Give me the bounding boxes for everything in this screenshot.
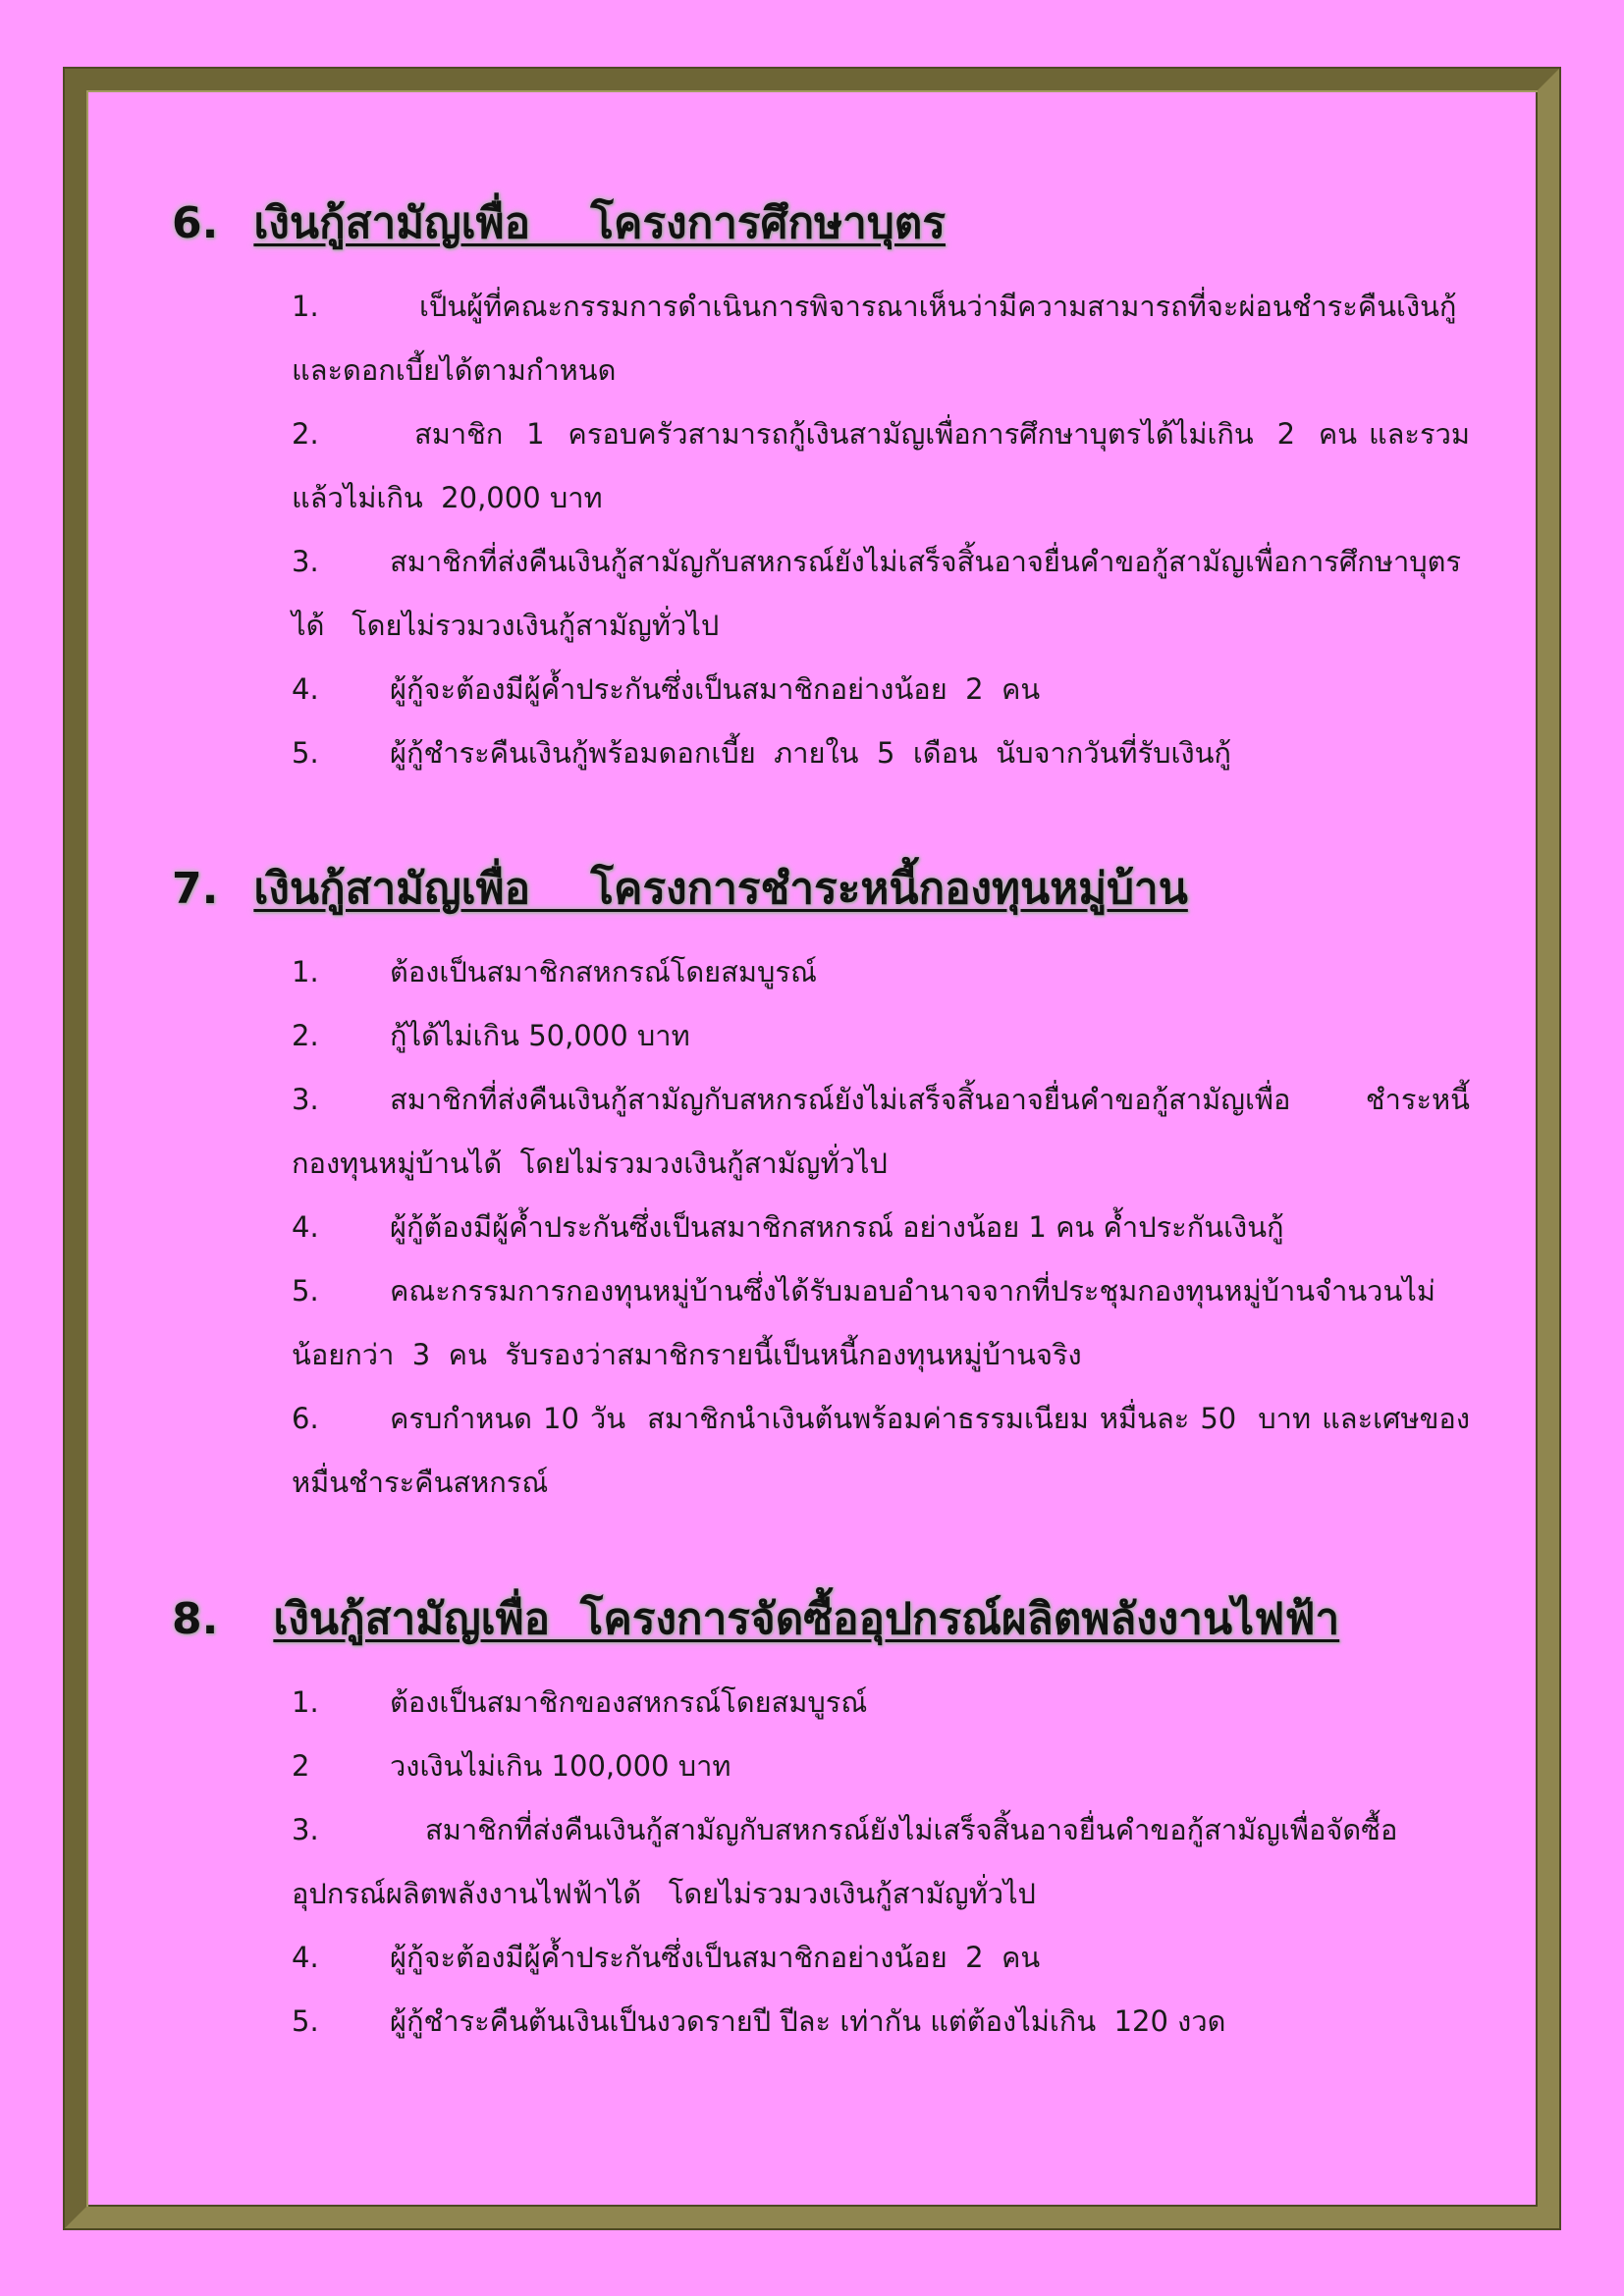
section-6-list	[292, 275, 1470, 785]
list-item: 4. ผู้กู้ต้องมีผู้ค้ำประกันซึ่งเป็นสมาชิกสหกรณ์ อย่างน้อย 1 คน ค้ำประกันเงินกู้	[292, 1210, 1284, 1244]
section-8-list	[292, 1671, 1470, 2054]
list-item: 5. คณะกรรมการกองทุนหมู่บ้านซึ่งได้รับมอบอำนาจจากที่ประชุมกองทุนหมู่บ้านจำนวนไม่น้อยกว่า 3 คน รับรองว่าสมาชิกรายนี้เป็นหนี้กองทุนหมู่บ้านจริง	[292, 1274, 1435, 1371]
list-item: 2. กู้ได้ไม่เกิน 50,000 บาท	[292, 1019, 690, 1052]
list-item: 4. ผู้กู้จะต้องมีผู้ค้ำประกันซึ่งเป็นสมาชิกอย่างน้อย 2 คน	[292, 672, 1041, 706]
section-6-heading	[172, 194, 946, 253]
section-8-title: เงินกู้สามัญเพื่อ โครงการจัดซื้ออุปกรณ์ผลิตพลังงานไฟฟ้า	[273, 1594, 1340, 1644]
section-7-heading	[172, 860, 1188, 919]
list-item: 1. ต้องเป็นสมาชิกของสหกรณ์โดยสมบูรณ์	[292, 1685, 868, 1719]
list-item: 2 วงเงินไม่เกิน 100,000 บาท	[292, 1749, 731, 1783]
list-item: 4. ผู้กู้จะต้องมีผู้ค้ำประกันซึ่งเป็นสมาชิกอย่างน้อย 2 คน	[292, 1941, 1041, 1974]
section-8-heading	[172, 1590, 1339, 1649]
section-8-number: 8.	[172, 1594, 219, 1644]
section-7-number: 7.	[172, 864, 219, 914]
list-item: 3. สมาชิกที่ส่งคืนเงินกู้สามัญกับสหกรณ์ยังไม่เสร็จสิ้นอาจยื่นคำขอกู้สามัญเพื่อ ชำระหนี้ กองทุนหมู่บ้านได้ โดยไม่รวมวงเงินกู้สามัญทั่วไป	[292, 1083, 1480, 1180]
section-6-title: เงินกู้สามัญเพื่อ โครงการศึกษาบุตร	[253, 198, 946, 248]
list-item: 6. ครบกำหนด 10 วัน สมาชิกนำเงินต้นพร้อมค่าธรรมเนียม หมื่นละ 50 บาท และเศษของหมื่นชำระคืนสหกรณ์	[292, 1402, 1470, 1499]
list-item: 2. สมาชิก 1 ครอบครัวสามารถกู้เงินสามัญเพื่อการศึกษาบุตรได้ไม่เกิน 2 คน และรวมแล้วไม่เกิน 20,000 บาท	[292, 417, 1470, 514]
list-item: 1. เป็นผู้ที่คณะกรรมการดำเนินการพิจารณาเห็นว่ามีความสามารถที่จะผ่อนชำระคืนเงินกู้และดอกเบี้ยได้ตามกำหนด	[292, 290, 1457, 387]
list-item: 3. สมาชิกที่ส่งคืนเงินกู้สามัญกับสหกรณ์ยังไม่เสร็จสิ้นอาจยื่นคำขอกู้สามัญเพื่อการศึกษาบุตรได้ โดยไม่รวมวงเงินกู้สามัญทั่วไป	[292, 545, 1462, 642]
list-item: 5. ผู้กู้ชำระคืนต้นเงินเป็นงวดรายปี ปีละ เท่ากัน แต่ต้องไม่เกิน 120 งวด	[292, 2004, 1226, 2038]
section-7-title: เงินกู้สามัญเพื่อ โครงการชำระหนี้กองทุนหมู่บ้าน	[253, 864, 1188, 914]
section-7-list	[292, 940, 1480, 1515]
section-6-number: 6.	[172, 198, 219, 248]
list-item: 1. ต้องเป็นสมาชิกสหกรณ์โดยสมบูรณ์	[292, 955, 817, 988]
list-item: 3. สมาชิกที่ส่งคืนเงินกู้สามัญกับสหกรณ์ยังไม่เสร็จสิ้นอาจยื่นคำขอกู้สามัญเพื่อจัดซื้ออุปกรณ์ผลิตพลังงานไฟฟ้าได้ โดยไม่รวมวงเงินกู้สามัญทั่วไป	[292, 1813, 1398, 1910]
list-item: 5. ผู้กู้ชำระคืนเงินกู้พร้อมดอกเบี้ย ภายใน 5 เดือน นับจากวันที่รับเงินกู้	[292, 736, 1231, 770]
